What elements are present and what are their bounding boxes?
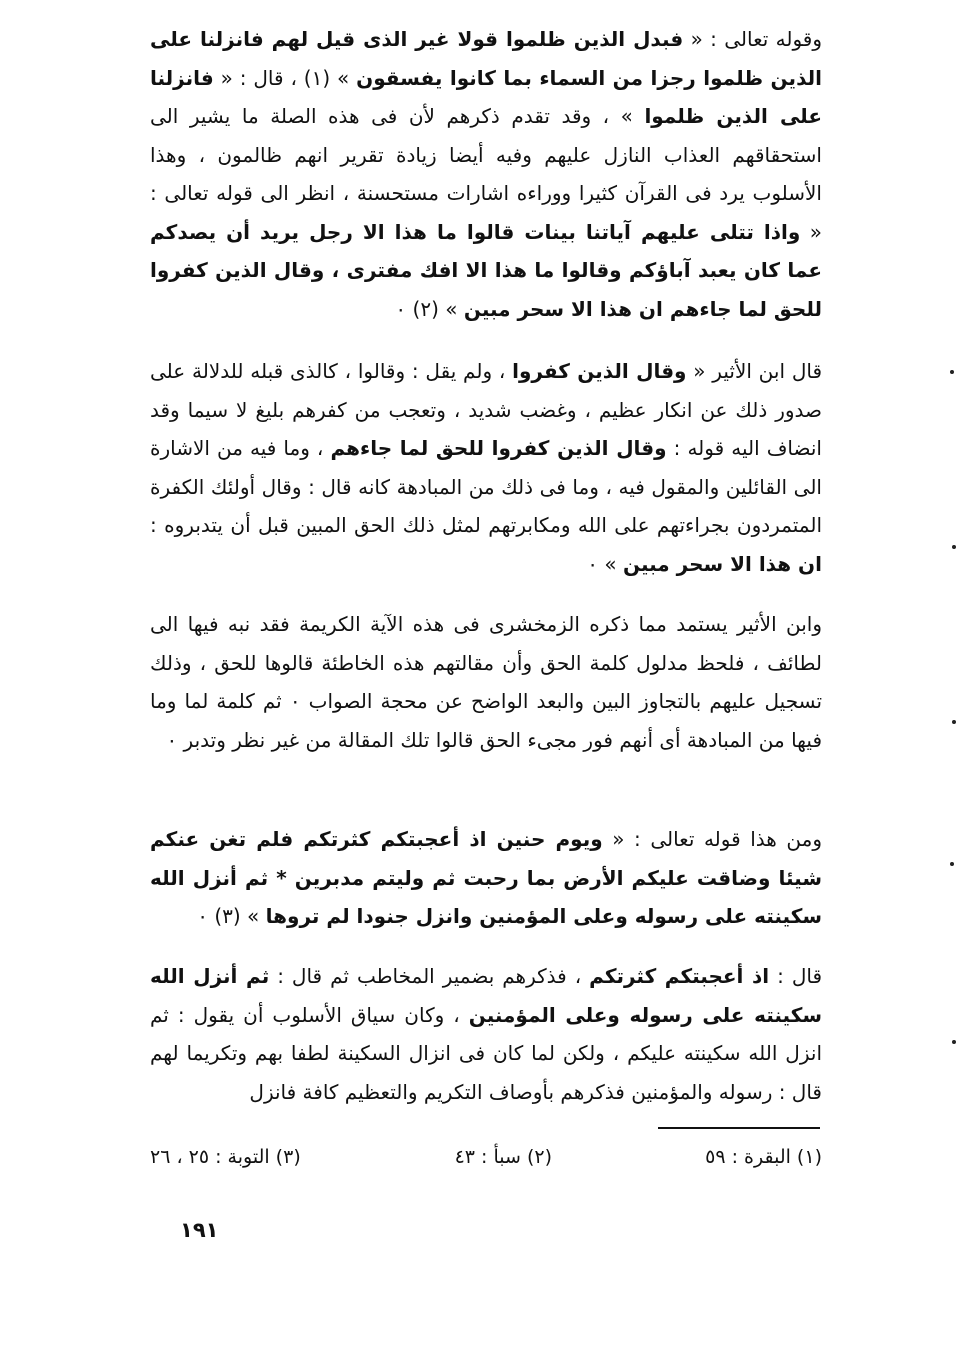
page-number: ١٩١ (180, 1218, 219, 1242)
body-text: » ٠ (587, 551, 623, 576)
footnote-2: (٢) سبأ : ٤٣ (454, 1146, 552, 1168)
quran-quote: ان هذا الا سحر مبين (622, 551, 822, 576)
body-text: » (٣) ٠ (197, 904, 266, 928)
scan-speck (952, 720, 956, 724)
body-text: ومن هذا قوله تعالى : « (602, 827, 822, 851)
body-text: وابن الأثير يستمد مما ذكره الزمخشرى فى هذه الآية الكريمة فقد نبه فيها الى لطائف ، فلحظ مدلول كلمة الحق وأن مقالتهم هذه الخاطئة قالوها للحق ، وذلك تسجيل عليهم بالتجاوز البين والبعد الواضح عن محجة الصواب ٠ ثم كلمة لما وما فيها من المبادهة أى أنهم فور مجىء الحق قالوا تلك المقالة من غير نظر وتدبر ٠ (150, 612, 823, 752)
body-text: ، وما فيه من الاشارة الى القائلين والمقول فيه ، وما فى ذلك من المبادهة كانه قال : وقال أولئك الكفرة المتمردون بجراءتهم على الله ومكابرتهم لمثل ذلك الحق المبين قبل أن يتدبروه : (150, 436, 822, 537)
quran-quote: واذا تتلى عليهم آياتنا بينات قالوا ما هذا الا رجل يريد أن يصدكم عما كان يعبد آباؤكم وقالوا ما هذا الا افك مفترى ، وقال الذين كفروا للحق لما جاءهم ان هذا الا سحر مبين (150, 219, 822, 321)
body-text: وقوله تعالى : « (683, 27, 822, 51)
scan-speck (952, 545, 956, 549)
quran-quote: ثم أنزل الله سكينته على رسوله وعلى المؤمنين (150, 964, 822, 1027)
quran-quote: وقال الذين كفروا (512, 359, 687, 383)
scan-speck (950, 370, 954, 374)
footnote-1: (١) البقرة : ٥٩ (705, 1146, 822, 1168)
quran-quote: فانزلنا على الذين ظلموا (150, 65, 822, 128)
quran-quote: اذ أعجبتكم كثرتكم (589, 964, 770, 988)
paragraph-1 (150, 20, 822, 328)
paragraph-3 (150, 605, 822, 759)
body-text: قال ابن الأثير « (686, 359, 823, 383)
footnotes (150, 1146, 822, 1186)
scan-speck (952, 1040, 956, 1044)
body-text: » (٢) ٠ (395, 296, 464, 321)
quran-quote: فبدل الذين ظلموا قولا غير الذى قيل لهم فانزلنا على الذين ظلموا رجزا من السماء بما كانوا يفسقون (150, 27, 822, 90)
body-text: » (١) ، قال : « (213, 65, 357, 90)
footnote-3: (٣) التوبة : ٢٥ ، ٢٦ (150, 1146, 301, 1168)
body-text: ، ولم يقل : وقالوا ، كالذى قبله للدلالة على صدور ذلك عن انكار عظيم ، وغضب شديد ، وتعجب من كفرهم بليغ لا سيما وقد انضاف اليه قوله : (150, 359, 822, 460)
quran-quote: وقال الذين كفروا للحق لما جاءهم (330, 436, 667, 460)
paragraph-5 (150, 957, 822, 1111)
body-text: قال : (769, 964, 823, 988)
body-text: ، وكان سياق الأسلوب أن يقول : ثم انزل الله سكينته عليكم ، ولكن لما كان فى انزال السكينة لطفا بهم وتكريما لهم قال : رسوله والمؤمنين فذكرهم بأوصاف التكريم والتعظيم كافة فانزل (150, 1002, 822, 1104)
body-text: » ، وقد تقدم ذكرهم لأن فى هذه الصلة ما يشير الى استحقاقهم العذاب النازل عليهم وفيه أيضا زيادة تقرير انهم ظالمون ، وهذا الأسلوب يرد فى القرآن كثيرا ووراءه اشارات مستحسنة ، انظر الى قوله تعالى : « (150, 104, 822, 244)
quran-quote: ويوم حنين اذ أعجبتكم كثرتكم فلم تغن عنكم شيئا وضاقت عليكم الأرض بما رحبت ثم وليتم مدبرين * ثم أنزل الله سكينته على رسوله وعلى المؤمنين وانزل جنودا لم تروها (150, 827, 822, 928)
scan-speck (950, 862, 954, 866)
body-text: ، فذكرهم بضمير المخاطب ثم قال : (269, 964, 590, 988)
paragraph-4 (150, 820, 822, 936)
paragraph-2 (150, 352, 822, 583)
footnote-divider (658, 1127, 820, 1129)
